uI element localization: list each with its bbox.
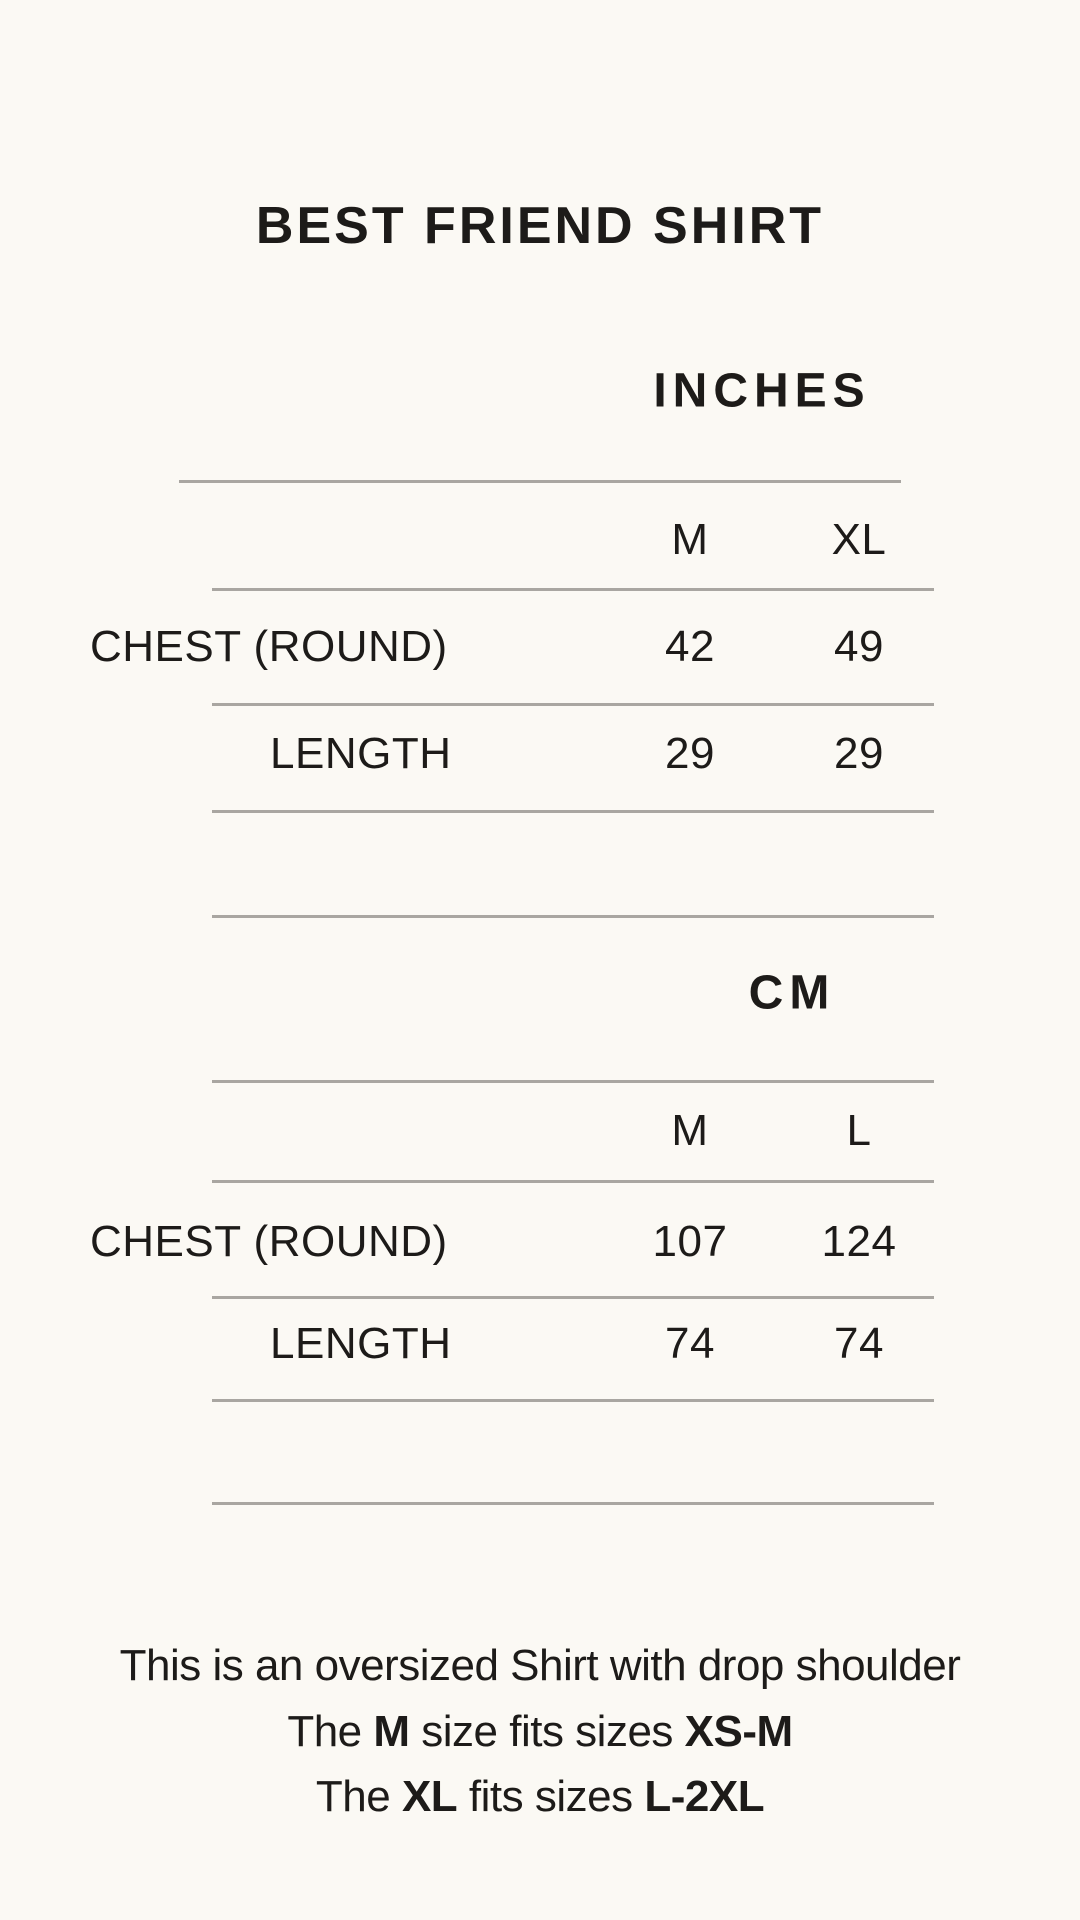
page-title: BEST FRIEND SHIRT bbox=[255, 197, 825, 255]
footer-text: This is an oversized Shirt with drop shoulder bbox=[119, 1641, 961, 1690]
table-rule bbox=[212, 1296, 934, 1299]
table-rule bbox=[212, 1399, 934, 1402]
table-rule bbox=[212, 1080, 934, 1083]
column-header-m: M bbox=[671, 515, 709, 564]
unit-heading-cm: CM bbox=[748, 966, 836, 1020]
chest-value-m: 42 bbox=[665, 622, 715, 671]
footer-note-m-fit bbox=[287, 1707, 792, 1757]
length-value-xl: 29 bbox=[834, 729, 884, 778]
chest-value-m: 107 bbox=[652, 1217, 728, 1266]
table-rule bbox=[212, 810, 934, 813]
footer-text: size fits sizes bbox=[409, 1707, 685, 1756]
row-label-length: LENGTH bbox=[270, 729, 452, 778]
column-header-xl: XL bbox=[831, 515, 887, 564]
footer-text-bold: L-2XL bbox=[644, 1772, 765, 1821]
table-rule bbox=[179, 480, 901, 483]
chest-value-l: 124 bbox=[821, 1217, 897, 1266]
footer-text: fits sizes bbox=[457, 1772, 645, 1821]
footer-note-oversized bbox=[120, 1641, 961, 1691]
footer-text-bold: XL bbox=[401, 1772, 458, 1821]
column-header-l: L bbox=[846, 1106, 872, 1155]
unit-heading-inches: INCHES bbox=[653, 364, 871, 418]
table-rule bbox=[212, 703, 934, 706]
footer-text: The bbox=[315, 1772, 402, 1821]
chest-value-xl: 49 bbox=[834, 622, 884, 671]
row-label-length: LENGTH bbox=[270, 1319, 452, 1368]
row-label-chest: CHEST (ROUND) bbox=[90, 1217, 448, 1266]
table-rule bbox=[212, 588, 934, 591]
footer-text: The bbox=[287, 1707, 374, 1756]
table-rule bbox=[212, 915, 934, 918]
length-value-m: 29 bbox=[665, 729, 715, 778]
length-value-m: 74 bbox=[665, 1319, 715, 1368]
table-rule bbox=[212, 1502, 934, 1505]
length-value-l: 74 bbox=[834, 1319, 884, 1368]
footer-text-bold: M bbox=[373, 1707, 410, 1756]
row-label-chest: CHEST (ROUND) bbox=[90, 622, 448, 671]
column-header-m: M bbox=[671, 1106, 709, 1155]
footer-note-xl-fit bbox=[316, 1772, 764, 1822]
footer-text-bold: XS-M bbox=[684, 1707, 793, 1756]
table-rule bbox=[212, 1180, 934, 1183]
